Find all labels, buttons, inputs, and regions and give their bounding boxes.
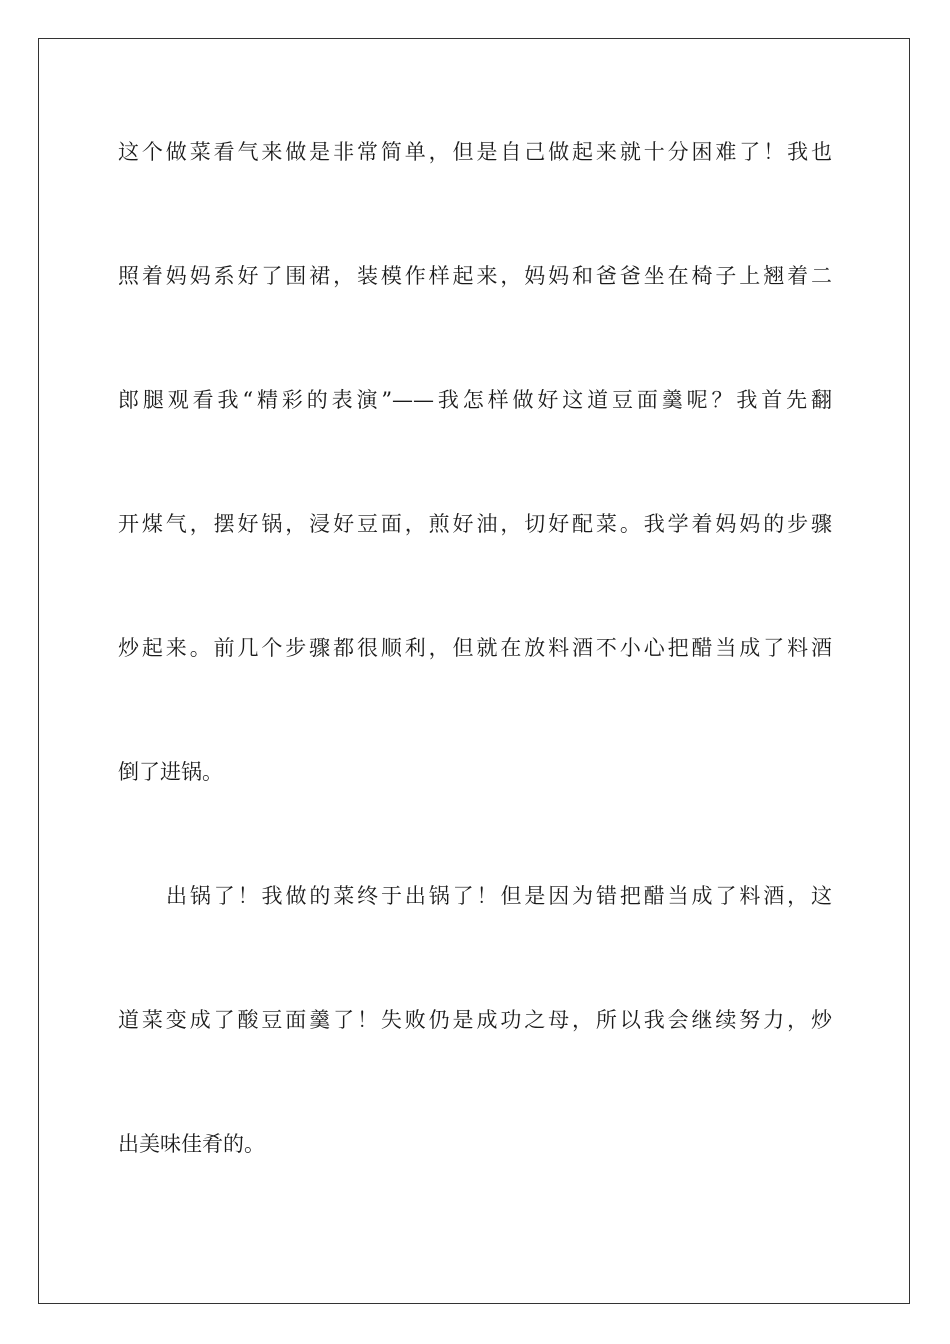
text-line: 炒起来。前几个步骤都很顺利，但就在放料酒不小心把醋当成了料酒 [118,636,832,660]
text-line: 出锅了！我做的菜终于出锅了！但是因为错把醋当成了料酒，这 [166,884,832,908]
text-line: 这个做菜看气来做是非常简单，但是自己做起来就十分困难了！我也 [118,140,832,164]
text-line: 出美味佳肴的。 [118,1132,265,1156]
text-line: 照着妈妈系好了围裙，装模作样起来，妈妈和爸爸坐在椅子上翘着二 [118,264,832,288]
text-line: 道菜变成了酸豆面羹了！失败仍是成功之母，所以我会继续努力，炒 [118,1008,832,1032]
text-line: 郎腿观看我“精彩的表演”——我怎样做好这道豆面羹呢？我首先翻 [118,388,832,412]
text-line: 倒了进锅。 [118,760,223,784]
page-border [38,38,910,1304]
text-line: 开煤气，摆好锅，浸好豆面，煎好油，切好配菜。我学着妈妈的步骤 [118,512,832,536]
